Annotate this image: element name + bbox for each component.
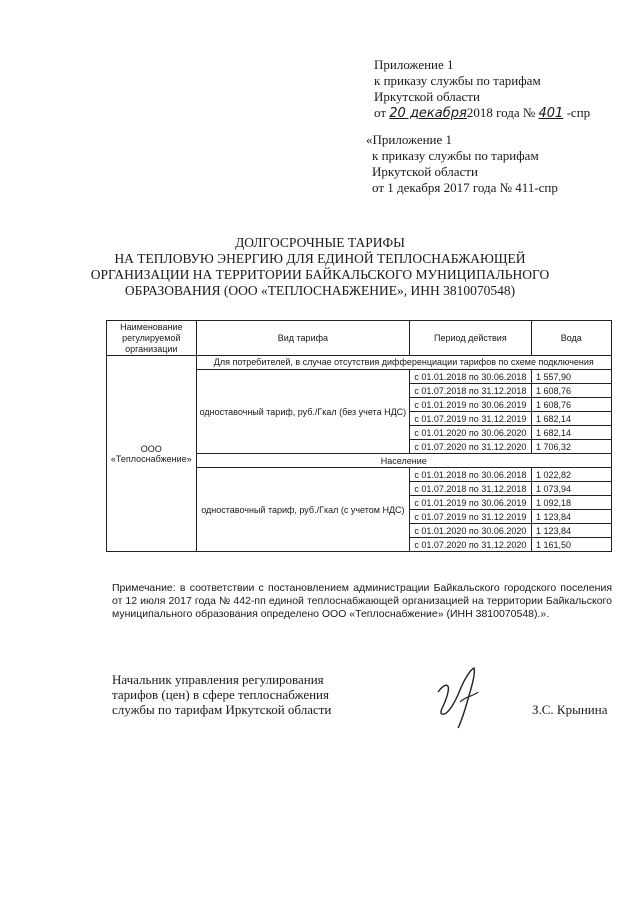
header-organization: Наименование регулируемой организации bbox=[107, 321, 197, 356]
table-header-row bbox=[107, 321, 612, 356]
value-cell: 1 682,14 bbox=[531, 412, 611, 426]
title-line-3: ОРГАНИЗАЦИИ НА ТЕРРИТОРИИ БАЙКАЛЬСКОГО МУНИЦИПАЛЬНОГО bbox=[90, 267, 550, 282]
value-cell: 1 123,84 bbox=[531, 510, 611, 524]
header-period: Период действия bbox=[410, 321, 531, 356]
date-prefix: от bbox=[374, 105, 387, 120]
group1-tariff-type: одноставочный тариф, руб./Гкал (без учета НДС) bbox=[196, 370, 410, 454]
appendix-order-line: к приказу службы по тарифам bbox=[374, 73, 541, 88]
date-suffix: 2018 года № bbox=[466, 105, 536, 120]
prev-appendix-date-line: от 1 декабря 2017 года № 411-спр bbox=[372, 180, 558, 195]
value-cell: 1 608,76 bbox=[531, 384, 611, 398]
group2-tariff-type: одноставочный тариф, руб./Гкал (с учетом НДС) bbox=[196, 468, 410, 552]
prev-appendix-title: «Приложение 1 bbox=[366, 132, 453, 147]
position-line-1: Начальник управления регулирования bbox=[112, 672, 324, 687]
period-cell: с 01.01.2019 по 30.06.2019 bbox=[410, 398, 531, 412]
tariff-table bbox=[106, 320, 612, 552]
period-cell: с 01.01.2018 по 30.06.2018 bbox=[410, 468, 531, 482]
value-cell: 1 682,14 bbox=[531, 426, 611, 440]
appendix-region-line: Иркутской области bbox=[374, 89, 480, 104]
value-cell: 1 123,84 bbox=[531, 524, 611, 538]
group2-label: Население bbox=[196, 454, 611, 468]
period-cell: с 01.07.2018 по 31.12.2018 bbox=[410, 482, 531, 496]
title-line-1: ДОЛГОСРОЧНЫЕ ТАРИФЫ bbox=[235, 235, 405, 250]
period-cell: с 01.07.2018 по 31.12.2018 bbox=[410, 384, 531, 398]
value-cell: 1 073,94 bbox=[531, 482, 611, 496]
position-line-3: службы по тарифам Иркутской области bbox=[112, 702, 332, 717]
group1-label: Для потребителей, в случае отсутствия дифференциации тарифов по схеме подключения bbox=[196, 356, 611, 370]
period-cell: с 01.07.2020 по 31.12.2020 bbox=[410, 440, 531, 454]
prev-appendix-region-line: Иркутской области bbox=[372, 164, 478, 179]
value-cell: 1 608,76 bbox=[531, 398, 611, 412]
header-tariff-type: Вид тарифа bbox=[196, 321, 410, 356]
handwritten-number: 401 bbox=[538, 106, 564, 121]
prev-appendix-order-line: к приказу службы по тарифам bbox=[372, 148, 539, 163]
header-water: Вода bbox=[531, 321, 611, 356]
value-cell: 1 092,18 bbox=[531, 496, 611, 510]
note-paragraph: Примечание: в соответствии с постановлением администрации Байкальского городского поселения от 12 июля 2017 года № 442-пп единой теплоснабжающей организацией на территории Байкальского муниципального образования определено ООО «Теплоснабжение» (ИНН 3810070548).». bbox=[112, 582, 612, 620]
organization-cell: ООО «Теплоснабжение» bbox=[107, 356, 197, 552]
appendix-title: Приложение 1 bbox=[374, 57, 454, 72]
period-cell: с 01.01.2018 по 30.06.2018 bbox=[410, 370, 531, 384]
period-cell: с 01.01.2019 по 30.06.2019 bbox=[410, 496, 531, 510]
value-cell: 1 161,50 bbox=[531, 538, 611, 552]
title-line-2: НА ТЕПЛОВУЮ ЭНЕРГИЮ ДЛЯ ЕДИНОЙ ТЕПЛОСНАБЖАЮЩЕЙ bbox=[114, 251, 526, 266]
period-cell: с 01.07.2019 по 31.12.2019 bbox=[410, 412, 531, 426]
handwritten-date: 20 декабря bbox=[389, 106, 467, 121]
period-cell: с 01.07.2019 по 31.12.2019 bbox=[410, 510, 531, 524]
period-cell: с 01.01.2020 по 30.06.2020 bbox=[410, 524, 531, 538]
handwritten-signature bbox=[430, 662, 490, 732]
value-cell: 1 557,90 bbox=[531, 370, 611, 384]
period-cell: с 01.07.2020 по 31.12.2020 bbox=[410, 538, 531, 552]
title-line-4: ОБРАЗОВАНИЯ (ООО «ТЕПЛОСНАБЖЕНИЕ», ИНН 3810070548) bbox=[124, 283, 516, 298]
value-cell: 1 022,82 bbox=[531, 468, 611, 482]
appendix-date-line bbox=[374, 106, 590, 121]
signatory-name: З.С. Крынина bbox=[532, 702, 608, 717]
value-cell: 1 706,32 bbox=[531, 440, 611, 454]
position-line-2: тарифов (цен) в сфере теплоснабжения bbox=[112, 687, 329, 702]
number-suffix: -спр bbox=[566, 105, 591, 120]
period-cell: с 01.01.2020 по 30.06.2020 bbox=[410, 426, 531, 440]
